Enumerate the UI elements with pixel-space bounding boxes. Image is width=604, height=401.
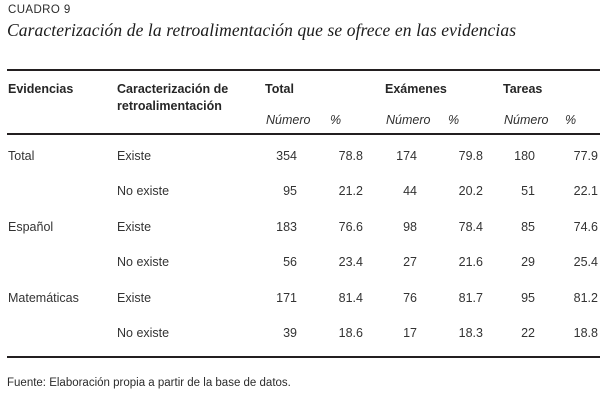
cell-caracterizacion: No existe [117, 184, 170, 198]
cell-examenes-numero: 27 [403, 255, 417, 269]
cell-tareas-numero: 51 [521, 184, 535, 198]
col-header-total: Total [265, 82, 294, 96]
table-row [0, 149, 604, 165]
cell-tareas-numero: 95 [521, 291, 535, 305]
cell-total-pct: 76.6 [338, 220, 363, 234]
cell-tareas-pct: 18.8 [573, 326, 598, 340]
table-row [0, 220, 604, 236]
table-title: Caracterización de la retroalimentación que se ofrece en las evidencias [7, 20, 517, 40]
col-header-caracterizacion-line2: retroalimentación [117, 99, 222, 113]
cell-evidencia: Matemáticas [8, 291, 79, 305]
table-row [0, 291, 604, 307]
col-header-tareas: Tareas [503, 82, 543, 96]
cell-total-numero: 171 [276, 291, 297, 305]
cell-total-numero: 56 [283, 255, 297, 269]
cell-examenes-numero: 17 [403, 326, 417, 340]
table-kicker: CUADRO 9 [8, 4, 71, 16]
cell-total-numero: 354 [276, 149, 297, 163]
divider-top [7, 69, 600, 71]
cell-tareas-pct: 74.6 [573, 220, 598, 234]
subheader-tareas-pct: % [565, 113, 577, 127]
divider-header [7, 133, 600, 135]
subheader-total-numero: Número [266, 113, 311, 127]
cell-total-pct: 81.4 [338, 291, 363, 305]
cell-examenes-pct: 79.8 [458, 149, 483, 163]
table-row [0, 184, 604, 200]
cell-tareas-numero: 22 [521, 326, 535, 340]
cell-evidencia: Total [8, 149, 35, 163]
cell-tareas-numero: 85 [521, 220, 535, 234]
table-row [0, 326, 604, 342]
cell-tareas-pct: 81.2 [573, 291, 598, 305]
cell-caracterizacion: Existe [117, 291, 152, 305]
subheader-examenes-numero: Número [386, 113, 431, 127]
cell-total-numero: 95 [283, 184, 297, 198]
divider-bottom [7, 356, 600, 358]
cell-examenes-numero: 98 [403, 220, 417, 234]
cell-examenes-pct: 21.6 [458, 255, 483, 269]
col-header-evidencias: Evidencias [8, 82, 74, 96]
subheader-tareas-numero: Número [504, 113, 549, 127]
cell-caracterizacion: Existe [117, 220, 152, 234]
cell-total-numero: 39 [283, 326, 297, 340]
cell-total-numero: 183 [276, 220, 297, 234]
cell-total-pct: 18.6 [338, 326, 363, 340]
cell-total-pct: 23.4 [338, 255, 363, 269]
cell-tareas-pct: 25.4 [573, 255, 598, 269]
cell-examenes-pct: 20.2 [458, 184, 483, 198]
col-header-examenes: Exámenes [385, 82, 447, 96]
cell-examenes-pct: 18.3 [458, 326, 483, 340]
subheader-examenes-pct: % [448, 113, 460, 127]
cell-tareas-pct: 77.9 [573, 149, 598, 163]
cell-examenes-numero: 174 [396, 149, 417, 163]
cell-examenes-pct: 78.4 [458, 220, 483, 234]
cell-examenes-numero: 76 [403, 291, 417, 305]
cell-caracterizacion: Existe [117, 149, 152, 163]
cell-tareas-numero: 29 [521, 255, 535, 269]
cell-tareas-pct: 22.1 [573, 184, 598, 198]
cell-evidencia: Español [8, 220, 54, 234]
subheader-total-pct: % [330, 113, 342, 127]
source-note: Fuente: Elaboración propia a partir de la base de datos. [7, 377, 291, 389]
table-row [0, 255, 604, 271]
cell-tareas-numero: 180 [514, 149, 535, 163]
cell-examenes-pct: 81.7 [458, 291, 483, 305]
cell-examenes-numero: 44 [403, 184, 417, 198]
cell-total-pct: 21.2 [338, 184, 363, 198]
cell-caracterizacion: No existe [117, 255, 170, 269]
cell-total-pct: 78.8 [338, 149, 363, 163]
cell-caracterizacion: No existe [117, 326, 170, 340]
col-header-caracterizacion-line1: Caracterización de [117, 82, 229, 96]
